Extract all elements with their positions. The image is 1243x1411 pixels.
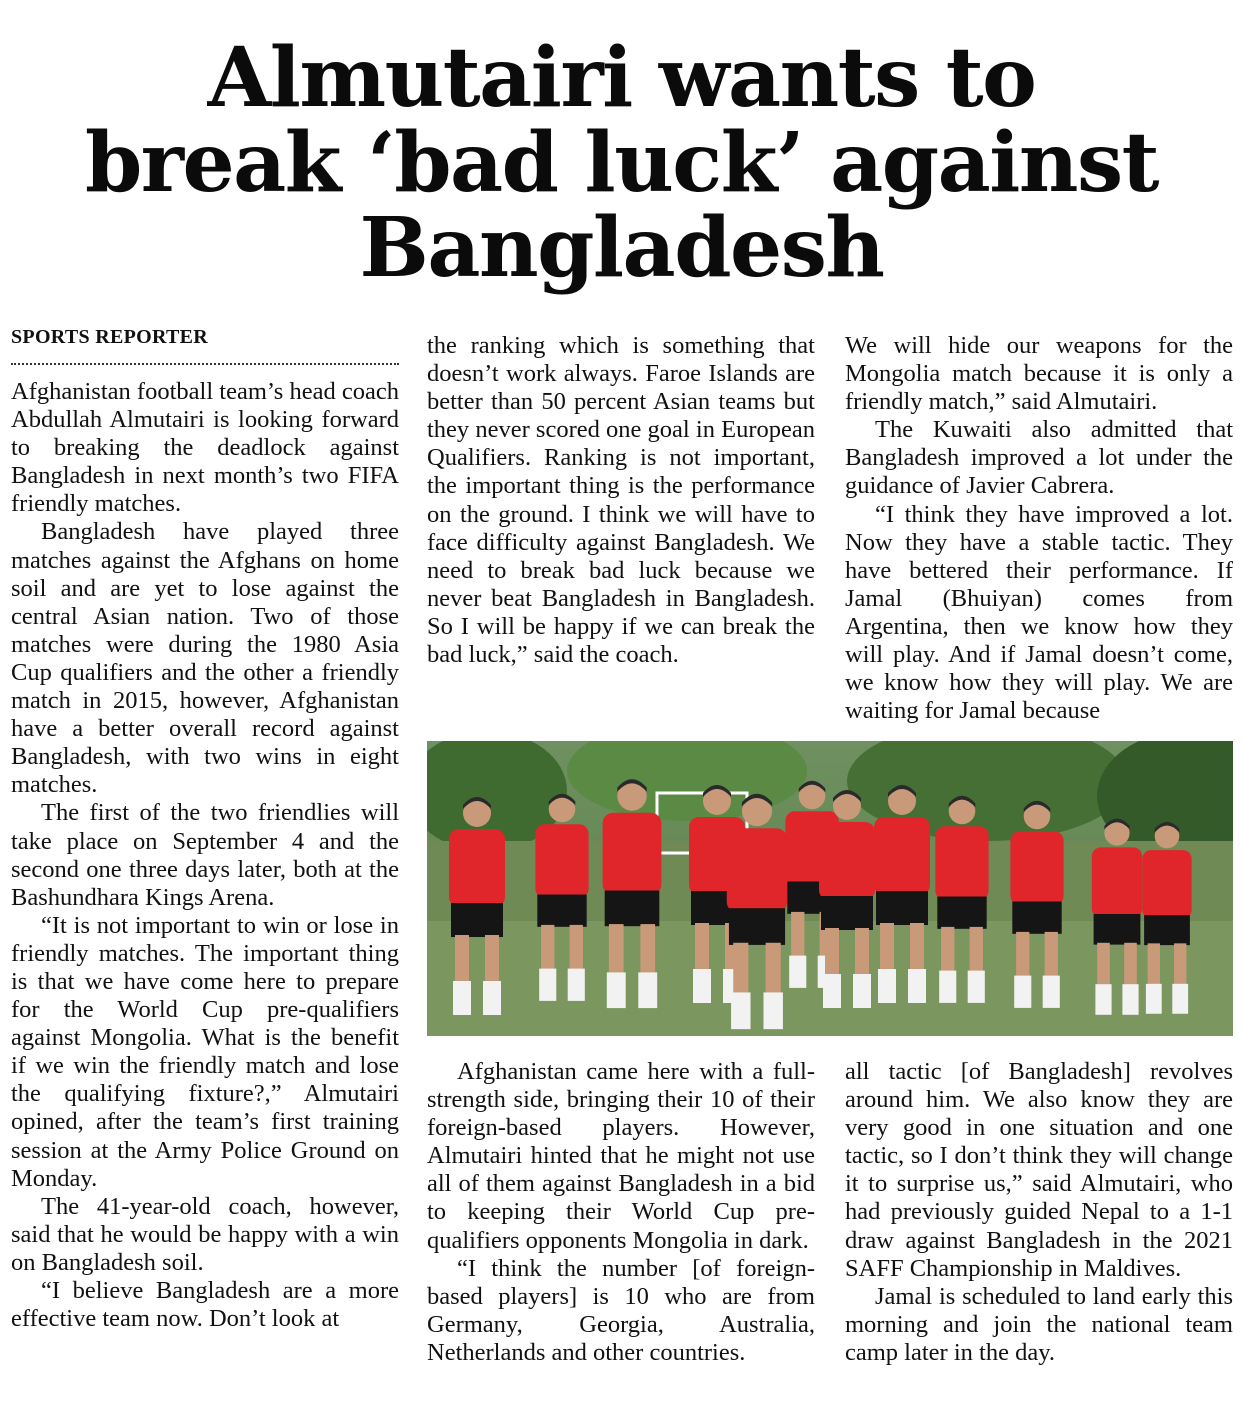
- paragraph: the ranking which is something that doesn’t work always. Faroe Islands are better than 50 percent Asian teams but they never scored one goal in European Qualifiers. Ranking is not important, the important thing is the performance on the ground. I think we will have to face difficulty against Bangladesh. We need to break bad luck because we never beat Bangladesh in Bangladesh. So I will be happy if we can break the bad luck,” said the coach.: [427, 332, 815, 669]
- team-training-photo: [427, 741, 1233, 1036]
- byline: SPORTS REPORTER: [11, 326, 209, 348]
- paragraph: We will hide our weapons for the Mongolia match because it is only a friendly match,” said Almutairi.: [845, 332, 1233, 416]
- paragraph: “I think they have improved a lot. Now they have a stable tactic. They have bettered their performance. If Jamal (Bhuiyan) comes from Argentina, then we know how they will play. And if Jamal doesn’t come, we know how they will play. We are waiting for Jamal because: [845, 500, 1233, 725]
- photo-illustration: [427, 741, 1233, 1036]
- paragraph: The Kuwaiti also admitted that Bangladesh improved a lot under the guidance of Javier Cabrera.: [845, 416, 1233, 500]
- column-3-bottom: [845, 1058, 1233, 1367]
- column-2-bottom: [427, 1058, 815, 1367]
- headline-line: break ‘bad luck’ against: [84, 115, 1159, 211]
- column-3-top: [845, 332, 1233, 725]
- headline-line: Almutairi wants to: [207, 30, 1036, 126]
- headline: [0, 30, 1243, 296]
- paragraph: The 41-year-old coach, however, said that he would be happy with a win on Bangladesh soil.: [11, 1192, 399, 1276]
- paragraph: “I believe Bangladesh are a more effective team now. Don’t look at: [11, 1277, 399, 1333]
- paragraph: “It is not important to win or lose in friendly matches. The important thing is that we have come here to prepare for the World Cup pre-qualifiers against Mongolia. What is the benefit if we win the friendly match and lose the qualifying fixture?,” Almutairi opined, after the team’s first training session at the Army Police Ground on Monday.: [11, 911, 399, 1192]
- paragraph: Afghanistan came here with a full-strength side, bringing their 10 of their foreign-based players. However, Almutairi hinted that he might not use all of them against Bangladesh in a bid to keeping their World Cup pre-qualifiers opponents Mongolia in dark.: [427, 1058, 815, 1254]
- paragraph: “I think the number [of foreign-based players] is 10 who are from Germany, Georgia, Australia, Netherlands and other countries.: [427, 1254, 815, 1366]
- paragraph: all tactic [of Bangladesh] revolves around him. We also know they are very good in one situation and one tactic, so I don’t think they will change it to surprise us,” said Almutairi, who had previously guided Nepal to a 1-1 draw against Bangladesh in the 2021 SAFF Championship in Maldives.: [845, 1058, 1233, 1282]
- paragraph: The first of the two friendlies will take place on September 4 and the second one three days later, both at the Bashundhara Kings Arena.: [11, 799, 399, 911]
- paragraph: Bangladesh have played three matches against the Afghans on home soil and are yet to lose against the central Asian nation. Two of those matches were during the 1980 Asia Cup qualifiers and the other a friendly match in 2015, however, Afghanistan have a better overall record against Bangladesh, with two wins in eight matches.: [11, 518, 399, 799]
- column-2-top: [427, 332, 815, 669]
- paragraph: Jamal is scheduled to land early this morning and join the national team camp later in the day.: [845, 1282, 1233, 1366]
- paragraph: Afghanistan football team’s head coach Abdullah Almutairi is looking forward to breaking the deadlock against Bangladesh in next month’s two FIFA friendly matches.: [11, 378, 399, 518]
- headline-line: Bangladesh: [359, 200, 884, 296]
- column-1: [11, 378, 399, 1333]
- byline-divider: [11, 363, 399, 365]
